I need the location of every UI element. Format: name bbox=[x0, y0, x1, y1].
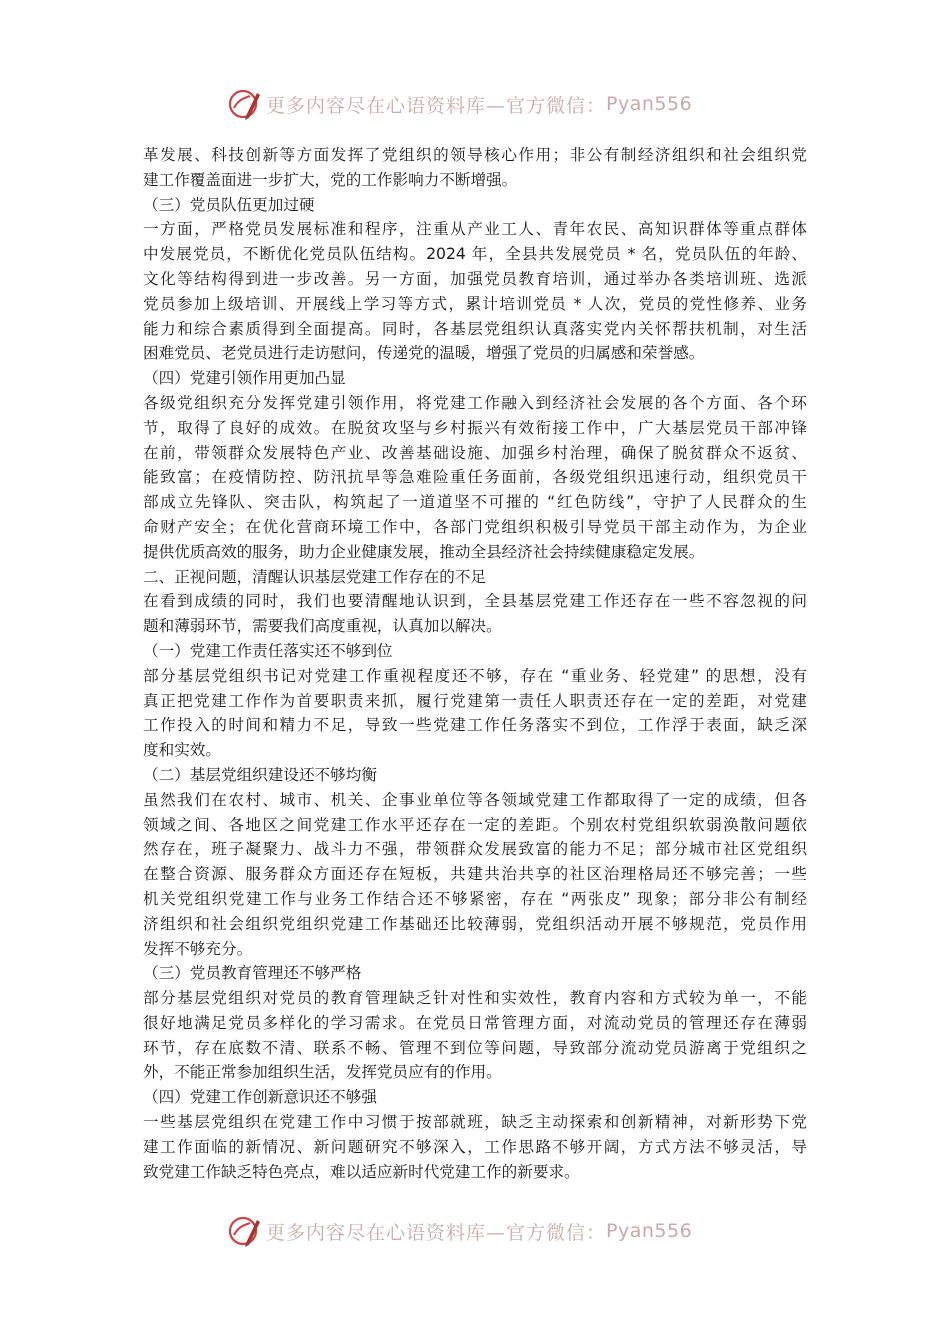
paragraph-line: 部成立先锋队、突击队，构筑起了一道道坚不可摧的 “红色防线”，守护了人民群众的生 bbox=[143, 493, 807, 512]
paragraph-line: 发挥不够充分。 bbox=[143, 939, 253, 958]
paragraph-line: 外，不能正常参加组织生活，发挥党员应有的作用。 bbox=[143, 1063, 502, 1082]
paragraph-line: 致党建工作缺乏特色亮点，难以适应新时代党建工作的新要求。 bbox=[143, 1162, 580, 1181]
chapter-heading: 二、正视问题，清醒认识基层党建工作存在的不足 bbox=[143, 567, 487, 586]
paragraph-line: 困难党员、老党员进行走访慰问，传递党的温暖，增强了党员的归属感和荣誉感。 bbox=[143, 344, 705, 363]
section-heading: （二）基层党组织建设还不够均衡 bbox=[143, 765, 377, 784]
paragraph-line: 能致富；在疫情防控、防汛抗旱等急难险重任务面前，各级党组织迅速行动，组织党员干 bbox=[143, 468, 807, 487]
paragraph-line: 机关党组织党建工作与业务工作结合还不够紧密，存在 “两张皮” 现象；部分非公有制经 bbox=[143, 889, 807, 908]
paragraph-line: 题和薄弱环节，需要我们高度重视，认真加以解决。 bbox=[143, 617, 502, 636]
pen-writing-icon bbox=[226, 1213, 262, 1249]
pen-writing-icon bbox=[226, 86, 262, 122]
watermark-text: 更多内容尽在心语资料库—官方微信： bbox=[266, 94, 607, 117]
paragraph-line: 提供优质高效的服务，助力企业健康发展，推动全县经济社会持续健康稳定发展。 bbox=[143, 542, 705, 561]
paragraph-line: 党员参加上级培训、开展线上学习等方式，累计培训党员 * 人次，党员的党性修养、业务 bbox=[143, 294, 807, 313]
paragraph-line: 然存在，班子凝聚力、战斗力不强，带领群众发展致富的能力不足；部分城市社区党组织 bbox=[143, 840, 807, 859]
paragraph-line: 各级党组织充分发挥党建引领作用，将党建工作融入到经济社会发展的各个方面、各个环 bbox=[143, 393, 807, 412]
section-heading: （三）党员队伍更加过硬 bbox=[143, 195, 315, 214]
section-heading: （四）党建引领作用更加凸显 bbox=[143, 369, 346, 388]
section-heading: （四）党建工作创新意识还不够强 bbox=[143, 1088, 377, 1107]
paragraph-line: 领域之间、各地区之间党建工作水平还存在一定的差距。个别农村党组织软弱涣散问题依 bbox=[143, 815, 807, 834]
paragraph-line: 部分基层党组织书记对党建工作重视程度还不够，存在 “重业务、轻党建” 的思想，没有 bbox=[143, 666, 807, 685]
watermark-text: 更多内容尽在心语资料库—官方微信： bbox=[266, 1221, 607, 1244]
paragraph-line: 中发展党员，不断优化党员队伍结构。2024 年，全县共发展党员 * 名，党员队伍的年龄、 bbox=[143, 245, 807, 264]
paragraph-line: 环节，存在底数不清、联系不畅、管理不到位等问题，导致部分流动党员游离于党组织之 bbox=[143, 1038, 807, 1057]
paragraph-line: 真正把党建工作作为首要职责来抓，履行党建第一责任人职责还存在一定的差距，对党建 bbox=[143, 691, 807, 710]
footer-watermark bbox=[226, 1211, 726, 1251]
paragraph-line: 在前，带领群众发展特色产业、改善基础设施、加强乡村治理，确保了脱贫群众不返贫、 bbox=[143, 443, 807, 462]
paragraph-line: 在看到成绩的同时，我们也要清醒地认识到，全县基层党建工作还存在一些不容忽视的问 bbox=[143, 592, 807, 611]
paragraph-line: 一方面，严格党员发展标准和程序，注重从产业工人、青年农民、高知识群体等重点群体 bbox=[143, 220, 807, 239]
paragraph-line: 能力和综合素质得到全面提高。同时，各基层党组织认真落实党内关怀帮扶机制，对生活 bbox=[143, 319, 807, 338]
header-watermark bbox=[226, 84, 726, 124]
watermark-wechat-id: Pyan556 bbox=[606, 93, 693, 115]
paragraph-line: 建工作面临的新情况、新问题研究不够深入，工作思路不够开阔，方式方法不够灵活，导 bbox=[143, 1137, 807, 1156]
document-body bbox=[143, 143, 807, 1184]
paragraph-line: 革发展、科技创新等方面发挥了党组织的领导核心作用；非公有制经济组织和社会组织党 bbox=[143, 146, 807, 164]
paragraph-line: 济组织和社会组织党组织党建工作基础还比较薄弱，党组织活动开展不够规范，党员作用 bbox=[143, 914, 807, 933]
paragraph-line: 部分基层党组织对党员的教育管理缺乏针对性和实效性，教育内容和方式较为单一，不能 bbox=[143, 989, 807, 1008]
paragraph-line: 工作投入的时间和精力不足，导致一些党建工作任务落实不到位，工作浮于表面，缺乏深 bbox=[143, 716, 807, 735]
paragraph-line: 度和实效。 bbox=[143, 741, 221, 760]
paragraph-line: 在整合资源、服务群众方面还存在短板，共建共治共享的社区治理格局还不够完善；一些 bbox=[143, 865, 807, 884]
paragraph-line: 节，取得了良好的成效。在脱贫攻坚与乡村振兴有效衔接工作中，广大基层党员干部冲锋 bbox=[143, 418, 807, 437]
section-heading: （一）党建工作责任落实还不够到位 bbox=[143, 641, 393, 660]
paragraph-line: 文化等结构得到进一步改善。另一方面，加强党员教育培训，通过举办各类培训班、选派 bbox=[143, 269, 807, 288]
paragraph-line: 虽然我们在农村、城市、机关、企事业单位等各领域党建工作都取得了一定的成绩，但各 bbox=[143, 790, 807, 809]
section-heading: （三）党员教育管理还不够严格 bbox=[143, 964, 362, 983]
watermark-wechat-id: Pyan556 bbox=[606, 1220, 693, 1242]
paragraph-line: 建工作覆盖面进一步扩大，党的工作影响力不断增强。 bbox=[143, 170, 518, 189]
paragraph-line: 一些基层党组织在党建工作中习惯于按部就班，缺乏主动探索和创新精神，对新形势下党 bbox=[143, 1113, 807, 1132]
paragraph-line: 很好地满足党员多样化的学习需求。在党员日常管理方面，对流动党员的管理还存在薄弱 bbox=[143, 1013, 807, 1032]
paragraph-line: 命财产安全；在优化营商环境工作中，各部门党组织积极引导党员干部主动作为，为企业 bbox=[143, 517, 807, 536]
